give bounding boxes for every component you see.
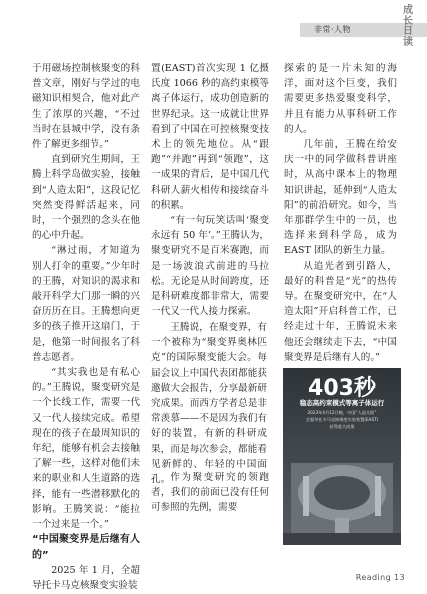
page-footer (356, 573, 405, 582)
section-label: 非常·人物 (314, 25, 352, 34)
paragraph: 作为聚变研究的领跑者，我们的前面已没有任何可参照的先例，需要 (151, 472, 269, 514)
article-column-1 (32, 61, 140, 593)
photo-headline: 稳态高约束模式等离子体运行 (299, 399, 385, 407)
paragraph: 直到研究生期间，王腾上科学岛做实验，接触到“人造太阳”，这段记忆突然变得鲜活起来，同时，一个强烈的念头在他的心中升起。 (32, 154, 140, 242)
paragraph: 于用磁场控制核聚变的科普文章，刚好与学过的电磁知识相契合，他对此产生了浓厚的兴趣，“不过当时在县城中学，没有条件了解更多细节。” (32, 63, 140, 151)
paragraph: “有一句玩笑话叫‘聚变永远有 50 年’。”王腾认为，聚变研究不是百米赛跑，而是一场波浪式前进的马拉松。无论是从时间跨度，还是科研难度都非常大，需要一代又一代人接力探索。 (151, 215, 269, 318)
photo-headline-number: 403秒 (308, 376, 376, 401)
paragraph: 从追光者到引路人，最好的科普是“光”的热传导。在聚变研究中，在“人造太阳”开启科普工作，已经走过十年，王腾说未来他还会继续走下去，“中国聚变界是后继有人的。” (284, 260, 397, 363)
photo-caption: 全超导托卡马克核聚变实验装置(EAST) (305, 417, 379, 422)
paragraph: 几年前，王腾在给安庆一中的同学做科普讲座时，从高中课本上的物理知识讲起，延伸到“人造太阳”的前沿研究。如今，当年那群学生中的一员，也选择来到科学岛，成为 EAST 团队的新生力量。 (284, 139, 397, 257)
paragraph: “其实我也是有私心的。”王腾说，聚变研究是一个长线工作，需要一代又一代人接续完成。希望现在的孩子在最周知识的年纪，能够有机会去接触了解一些，这样对他们未来的职业和人生道路的选择，能有一些潜移默化的影响。王腾笑说：“能拉一个过来是一个。” (32, 367, 140, 531)
east-photo (283, 368, 401, 545)
photo-caption: 2023年4月12日晚，中国“人造太阳” (307, 410, 377, 415)
paragraph: 2025 年 1 月，全超导托卡马克核聚变实验装 (32, 564, 140, 591)
paragraph: “淋过雨，才知道为别人打伞的重要。”少年时的王腾，对知识的渴求和敲开科学大门那一瞬的兴奋历历在目。王腾想向更多的孩子推开这扇门，于是，他第一时间报名了科普志愿者。 (32, 245, 140, 363)
photo-caption: 获得重大成果 (329, 424, 355, 429)
article-column-2-bottom (151, 470, 269, 516)
page-number: 13 (394, 573, 405, 582)
section-heading: “中国聚变界是后继有人的” (32, 534, 140, 561)
article-column-3 (284, 61, 397, 365)
article-column-2 (151, 61, 269, 319)
paragraph: 置(EAST)首次实现 1 亿摄氏度 1066 秒的高约束模等离子体运行，成功创造新的世界纪录。这一成就让世界看到了中国在可控核聚变技术上的领先地位。从“跟跑”“并跑”再到“领跑”，这一成果的背后，是中国几代科研人薪火相传和接续奋斗的积累。 (151, 63, 269, 211)
paragraph: 王腾说，在聚变界，有一个被称为“聚变界奥林匹克”的国际聚变能大会。每届会议上中国代表团都能获邀做大会报告，分享最新研究成果。而西方学者总是非常羡慕——不是因为我们有好的装置，有新的科研成果，而是每次参会，都能看见新鲜的、年轻的中国面孔。 (151, 322, 267, 486)
article-column-2-lower (151, 320, 267, 487)
magazine-brand: 成长日读 (403, 5, 413, 48)
footer-label: Reading (355, 573, 392, 582)
paragraph: 探索的是一片未知的海洋，面对这个巨变，我们需要更多热爱聚变科学，并且有能力从事科研工作的人。 (284, 63, 397, 135)
